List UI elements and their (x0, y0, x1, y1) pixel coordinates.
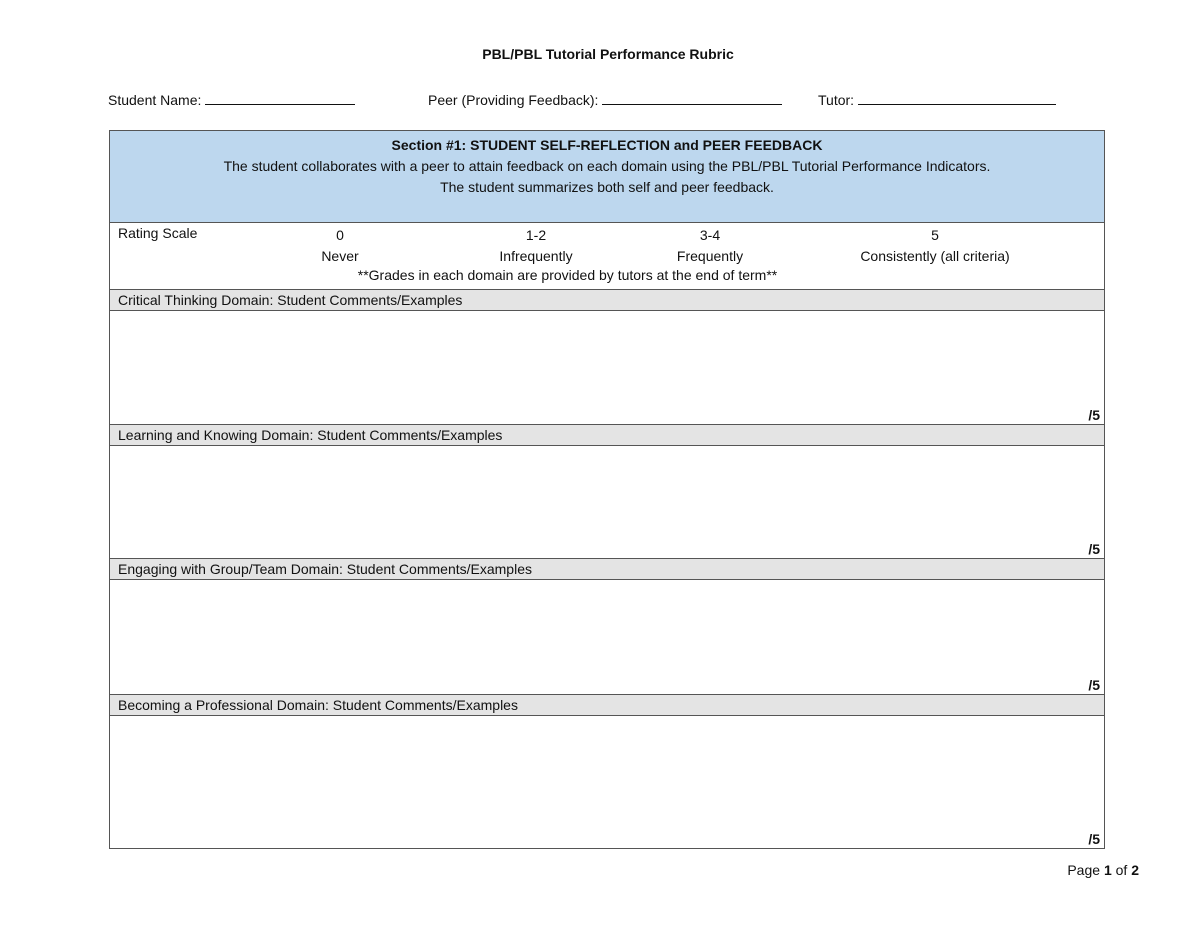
student-name-blank[interactable] (205, 90, 355, 105)
section-description-line1: The student collaborates with a peer to attain feedback on each domain using the PBL/PBL Tutorial Performance Indicators. (223, 158, 991, 174)
tutor-label: Tutor: (818, 92, 855, 108)
domain-score: /5 (1088, 831, 1100, 847)
rating-level-score: 5 (931, 227, 939, 243)
rating-level-text: Consistently (all criteria) (860, 248, 1010, 264)
domain-score: /5 (1088, 541, 1100, 557)
domain-comments-critical-thinking[interactable] (110, 311, 1104, 424)
domain-header-becoming-professional: Becoming a Professional Domain: Student Comments/Examples (110, 694, 1104, 716)
rating-level (456, 225, 616, 267)
rating-level-score: 0 (336, 227, 344, 243)
current-page: 1 (1103, 862, 1112, 878)
domain-score: /5 (1088, 677, 1100, 693)
rating-level-text: Infrequently (499, 248, 573, 264)
domain-header-learning-knowing: Learning and Knowing Domain: Student Comments/Examples (110, 424, 1104, 446)
rating-level-score: 3-4 (699, 227, 721, 243)
tutor-blank[interactable] (858, 90, 1056, 105)
page-prefix: Page (1067, 862, 1101, 878)
tutor-field[interactable] (818, 90, 1056, 108)
domain-comments-engaging-group[interactable] (110, 580, 1104, 694)
page-separator: of (1115, 862, 1128, 878)
rating-scale (110, 223, 1104, 289)
peer-field[interactable] (428, 90, 782, 108)
section-title: Section #1: STUDENT SELF-REFLECTION and PEER FEEDBACK (391, 137, 823, 153)
rating-level (290, 225, 390, 267)
domain-score: /5 (1088, 407, 1100, 423)
section-description-line2: The student summarizes both self and peer feedback. (440, 179, 774, 195)
rating-scale-label: Rating Scale (118, 225, 198, 241)
rating-level (630, 225, 790, 267)
rating-level-text: Frequently (676, 248, 744, 264)
page-number (1067, 862, 1139, 878)
student-name-field[interactable] (108, 90, 355, 108)
section-header (110, 131, 1104, 223)
document-title: PBL/PBL Tutorial Performance Rubric (482, 46, 734, 62)
domain-header-engaging-group: Engaging with Group/Team Domain: Student Comments/Examples (110, 558, 1104, 580)
rating-level (825, 225, 1045, 267)
grades-note: **Grades in each domain are provided by tutors at the end of term** (357, 267, 778, 283)
total-pages: 2 (1131, 862, 1139, 878)
student-name-label: Student Name: (108, 92, 202, 108)
peer-blank[interactable] (602, 90, 782, 105)
peer-label: Peer (Providing Feedback): (428, 92, 599, 108)
domain-comments-becoming-professional[interactable] (110, 716, 1104, 848)
domain-comments-learning-knowing[interactable] (110, 446, 1104, 558)
header-fields (108, 90, 1108, 110)
rating-level-text: Never (321, 248, 359, 264)
rubric-table (109, 130, 1105, 849)
domain-header-critical-thinking: Critical Thinking Domain: Student Comments/Examples (110, 289, 1104, 311)
rating-level-score: 1-2 (525, 227, 547, 243)
